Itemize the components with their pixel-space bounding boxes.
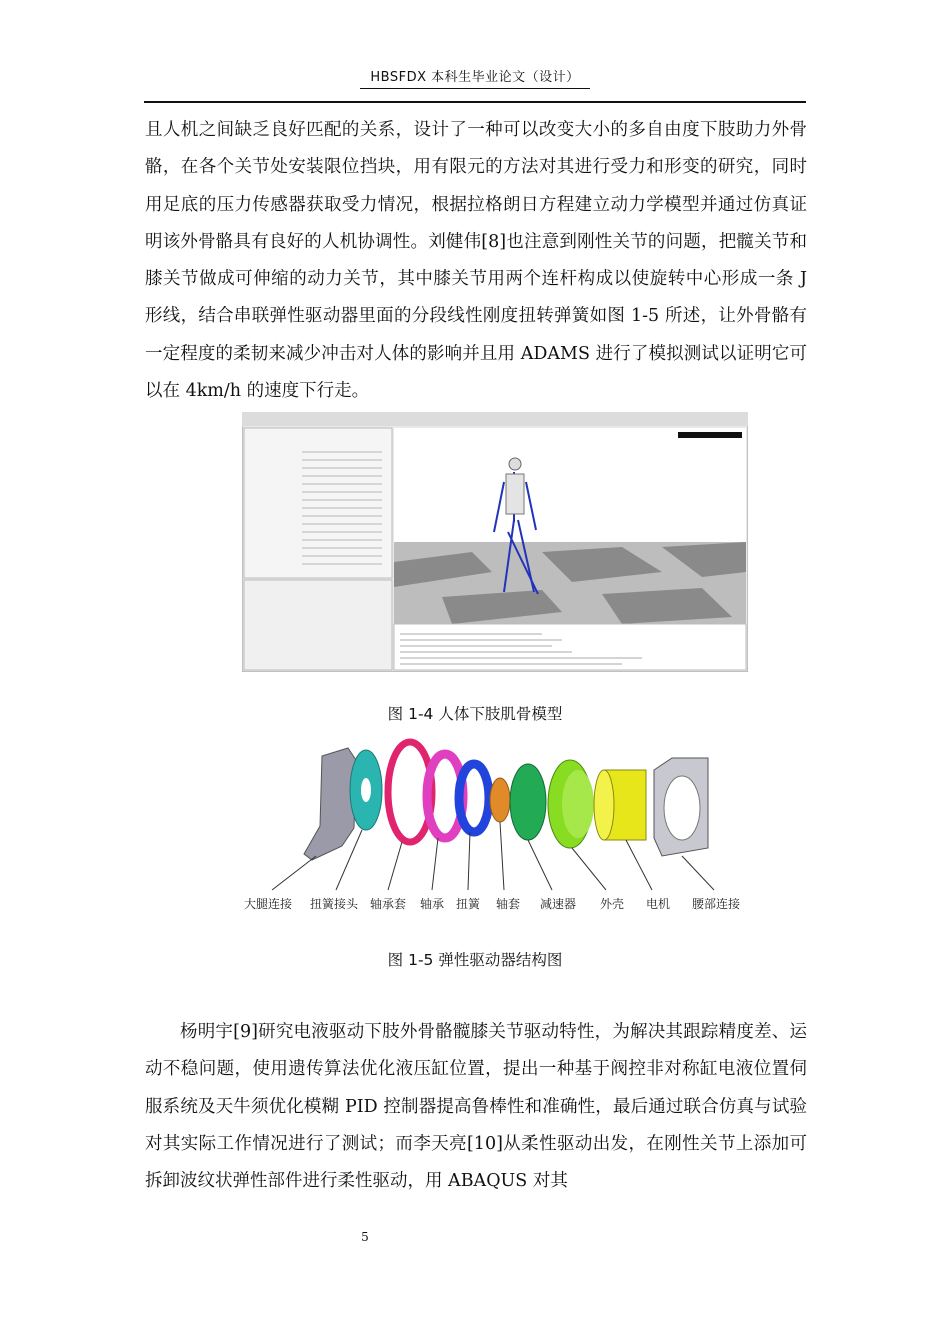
body-paragraph-2: 杨明宇[9]研究电液驱动下肢外骨骼髋膝关节驱动特性，为解决其跟踪精度差、运动不稳问题，使用遗传算法优化液压缸位置，提出一种基于阀控非对称缸电液位置伺服系统及天牛须优化模糊 PID 控制器提高鲁棒性和准确性，最后通过联合仿真与试验对其实际工作情况进行了测试；而李天亮[10]从柔性驱动出发，在刚性关节上添加可拆卸波纹状弹性部件进行柔性驱动，用 ABAQUS 对其 — [145, 1022, 807, 1192]
header-underline — [360, 88, 590, 89]
figure-elastic-actuator — [242, 738, 748, 918]
label-motor: 电机 — [646, 897, 671, 911]
label-bearing-sleeve: 轴承套 — [370, 897, 407, 911]
label-shaft-sleeve: 轴套 — [496, 897, 521, 911]
label-waist-link: 腰部连接 — [692, 897, 741, 911]
label-bearing: 轴承 — [420, 897, 445, 911]
part-thigh-link — [304, 748, 356, 860]
label-housing: 外壳 — [600, 897, 625, 911]
label-torsion-spring: 扭簧 — [456, 897, 481, 911]
label-thigh-link: 大腿连接 — [244, 897, 293, 911]
body-paragraph-1: 且人机之间缺乏良好匹配的关系，设计了一种可以改变大小的多自由度下肢助力外骨骼，在各个关节处安装限位挡块，用有限元的方法对其进行受力和形变的研究，同时用足底的压力传感器获取受力情况，根据拉格朗日方程建立动力学模型并通过仿真证明该外骨骼具有良好的人机协调性。刘健伟[8]也注意到刚性关节的问题，把髋关节和膝关节做成可伸缩的动力关节，其中膝关节用两个连杆构成以使旋转中心形成一条 J 形线，结合串联弹性驱动器里面的分段线性刚度扭转弹簧如图 1-5 所述，让外骨骼有一定程度的柔韧来减少冲击对人体的影响并且用 ADAMS 进行了模拟测试以证明它可以在 4km/h 的速度下行走。 — [145, 120, 807, 402]
part-torsion-spring — [459, 764, 489, 832]
part-shaft-sleeve — [490, 778, 510, 822]
figure-1-5-caption: 图 1-5 弹性驱动器结构图 — [387, 951, 563, 969]
part-reducer — [510, 764, 546, 840]
page-number: 5 — [361, 1230, 369, 1244]
label-reducer: 减速器 — [540, 897, 577, 911]
figure-musculoskeletal-model — [242, 412, 748, 672]
figure-1-4-caption: 图 1-4 人体下肢肌骨模型 — [387, 705, 563, 723]
running-header: HBSFDX 本科生毕业论文（设计） — [370, 70, 580, 85]
label-spring-joint: 扭簧接头 — [310, 897, 359, 911]
header-rule — [144, 101, 806, 103]
